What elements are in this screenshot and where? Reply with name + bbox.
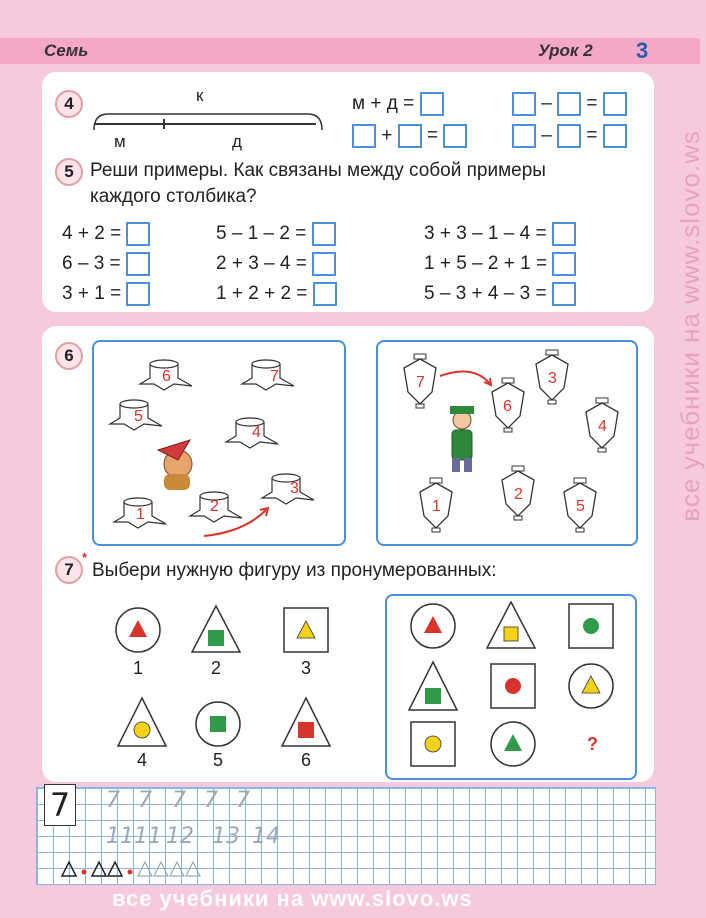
answer-box[interactable] [512, 124, 536, 148]
stump-number: 5 [134, 408, 143, 425]
pattern-row [60, 858, 220, 878]
copy-digit: 7 [106, 788, 120, 813]
answer-box[interactable] [443, 124, 467, 148]
chapter-title: Семь [44, 41, 89, 60]
segment-label-left: м [114, 132, 126, 151]
answer-box[interactable] [552, 222, 576, 246]
stump-number: 6 [162, 368, 171, 385]
eq-equals: = [403, 93, 415, 115]
difficulty-star: * [82, 550, 88, 565]
lesson-title: Урок 2 [538, 41, 593, 60]
segment-label-right: д [232, 132, 242, 151]
example: 3 + 1 = [62, 283, 122, 305]
stump-number: 2 [210, 498, 219, 515]
answer-box[interactable] [512, 92, 536, 116]
page-number: 3 [636, 38, 649, 63]
copy-digit: 7 [172, 788, 186, 813]
option-label: 5 [212, 750, 223, 770]
lanterns-panel [376, 340, 638, 546]
answer-box[interactable] [126, 282, 150, 306]
task-number-4: 4 [55, 90, 83, 118]
answer-box[interactable] [420, 92, 444, 116]
sample-digit-box [44, 784, 76, 826]
option-4-figure[interactable] [118, 698, 166, 746]
answer-box[interactable] [552, 282, 576, 306]
task5-column-3 [424, 222, 576, 312]
task7-instruction: Выбери нужную фигуру из пронумерованных: [92, 560, 497, 581]
copy-number: 14 [252, 824, 280, 849]
lanterns-drawing [378, 342, 636, 544]
example: 1 + 2 + 2 = [216, 283, 308, 305]
task-number-5: 5 [55, 158, 83, 186]
task5-instruction-line1: Реши примеры. Как связаны между собой примеры [90, 160, 546, 181]
answer-box[interactable] [352, 124, 376, 148]
answer-box[interactable] [313, 282, 337, 306]
option-6-figure[interactable] [282, 698, 330, 746]
eq-term-b: д [386, 93, 398, 115]
equation-bottom-left [352, 124, 467, 148]
example: 6 – 3 = [62, 253, 121, 275]
segment-label-whole: к [196, 86, 204, 105]
answer-box[interactable] [398, 124, 422, 148]
lantern-number: 3 [548, 370, 557, 387]
lantern-number: 6 [503, 398, 512, 415]
task-number-6: 6 [55, 342, 83, 370]
option-label: 4 [136, 750, 147, 770]
lantern-number: 2 [514, 486, 523, 503]
option-label: 3 [300, 658, 311, 678]
option-5-figure[interactable] [196, 702, 240, 746]
sample-digit: 7 [49, 786, 71, 824]
example: 1 + 5 – 2 + 1 = [424, 253, 548, 275]
answer-box[interactable] [603, 92, 627, 116]
eq-op: + [381, 125, 393, 147]
copy-digit: 7 [138, 788, 152, 813]
option-label: 1 [132, 658, 143, 678]
option-2-figure[interactable] [192, 606, 240, 652]
option-label: 6 [300, 750, 311, 770]
option-label: 2 [210, 658, 221, 678]
answer-box[interactable] [552, 252, 576, 276]
eq-equals: = [426, 125, 439, 147]
eq-op: – [541, 93, 552, 115]
option-3-figure[interactable] [284, 608, 328, 652]
example: 2 + 3 – 4 = [216, 253, 307, 275]
watermark-bottom: все учебники на www.slovo.ws [112, 886, 473, 911]
stump-number: 4 [252, 424, 261, 441]
answer-box[interactable] [557, 124, 581, 148]
example: 4 + 2 = [62, 223, 122, 245]
eq-op: – [541, 125, 552, 147]
example: 5 – 1 – 2 = [216, 223, 307, 245]
copy-number: 13 [212, 824, 240, 849]
equation-bottom-right [512, 124, 627, 148]
stump-number: 1 [136, 506, 145, 523]
copy-digit: 7 [204, 788, 218, 813]
copy-number: 12 [166, 824, 194, 849]
lantern-number: 4 [598, 418, 607, 435]
example: 3 + 3 – 1 – 4 = [424, 223, 547, 245]
lantern-number: 7 [416, 374, 425, 391]
copy-digit: 7 [236, 788, 250, 813]
answer-box[interactable] [126, 252, 150, 276]
stumps-panel [92, 340, 346, 546]
missing-figure-question: ? [587, 734, 598, 754]
copy-number: 11 [134, 824, 162, 849]
option-1-figure[interactable] [116, 608, 160, 652]
eq-equals: = [586, 93, 598, 115]
watermark-vertical: все учебники на www.slovo.ws [675, 130, 705, 522]
stumps-drawing [94, 342, 344, 544]
answer-box[interactable] [603, 124, 627, 148]
task5-column-1 [62, 222, 150, 312]
eq-equals: = [586, 125, 598, 147]
task-number-7: 7 [55, 556, 83, 584]
example: 5 – 3 + 4 – 3 = [424, 283, 547, 305]
answer-box[interactable] [312, 222, 336, 246]
equation-top-right [512, 92, 627, 116]
answer-box[interactable] [312, 252, 336, 276]
lantern-number: 5 [576, 498, 585, 515]
answer-box[interactable] [557, 92, 581, 116]
lantern-number: 1 [432, 498, 441, 515]
figure-puzzle-panel [385, 594, 637, 780]
eq-op: + [370, 93, 382, 115]
header-bar [0, 38, 700, 64]
eq-term-a: м [352, 93, 366, 115]
answer-box[interactable] [126, 222, 150, 246]
stump-number: 3 [290, 480, 299, 497]
stump-number: 7 [270, 368, 279, 385]
task5-column-2 [216, 222, 337, 312]
task5-instruction-line2: каждого столбика? [90, 186, 257, 207]
copy-number: 11 [106, 824, 134, 849]
equation-top-left [352, 92, 444, 116]
